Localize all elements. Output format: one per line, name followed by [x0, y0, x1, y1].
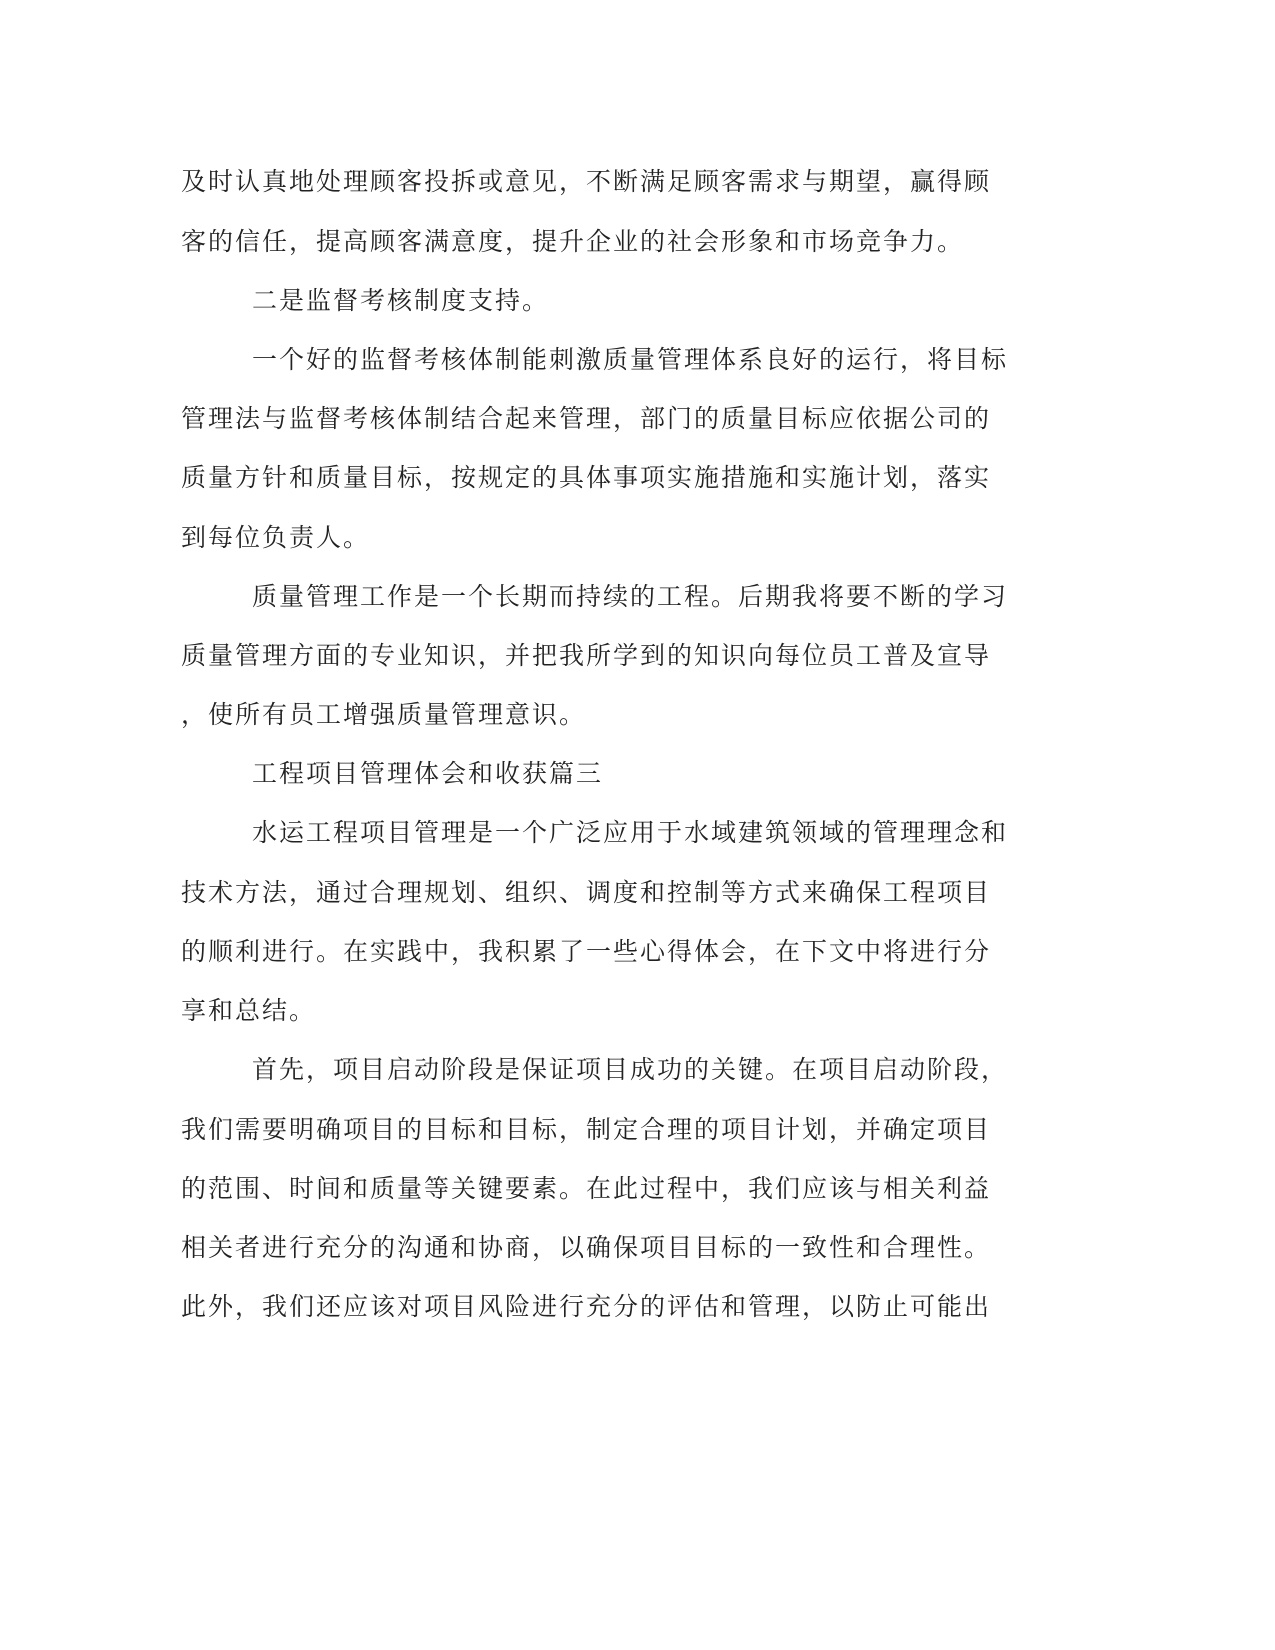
section-heading: 二是监督考核制度支持。	[252, 286, 550, 315]
text-line: 一个好的监督考核体制能刺激质量管理体系良好的运行，将目标	[252, 345, 1009, 374]
text-line: 首先，项目启动阶段是保证项目成功的关键。在项目启动阶段，	[252, 1055, 1009, 1084]
text-line: 相关者进行充分的沟通和协商，以确保项目目标的一致性和合理性。	[181, 1233, 992, 1262]
text-line: 的顺利进行。在实践中，我积累了一些心得体会，在下文中将进行分	[181, 937, 992, 966]
text-line: ，使所有员工增强质量管理意识。	[181, 700, 587, 729]
text-line: 质量管理方面的专业知识，并把我所学到的知识向每位员工普及宣导	[181, 641, 992, 670]
text-line: 质量方针和质量目标，按规定的具体事项实施措施和实施计划，落实	[181, 463, 992, 492]
text-line: 此外，我们还应该对项目风险进行充分的评估和管理，以防止可能出	[181, 1292, 992, 1321]
section-heading: 工程项目管理体会和收获篇三	[252, 759, 604, 788]
text-line: 享和总结。	[181, 996, 317, 1025]
text-line: 的范围、时间和质量等关键要素。在此过程中，我们应该与相关利益	[181, 1174, 992, 1203]
text-line: 客的信任，提高顾客满意度，提升企业的社会形象和市场竞争力。	[181, 227, 965, 256]
text-line: 技术方法，通过合理规划、组织、调度和控制等方式来确保工程项目	[181, 878, 992, 907]
text-line: 水运工程项目管理是一个广泛应用于水域建筑领域的管理理念和	[252, 818, 1009, 847]
text-line: 到每位负责人。	[181, 523, 371, 552]
text-line: 质量管理工作是一个长期而持续的工程。后期我将要不断的学习	[252, 582, 1009, 611]
text-line: 管理法与监督考核体制结合起来管理，部门的质量目标应依据公司的	[181, 404, 992, 433]
text-line: 及时认真地处理顾客投拆或意见，不断满足顾客需求与期望，赢得顾	[181, 167, 992, 196]
text-line: 我们需要明确项目的目标和目标，制定合理的项目计划，并确定项目	[181, 1115, 992, 1144]
